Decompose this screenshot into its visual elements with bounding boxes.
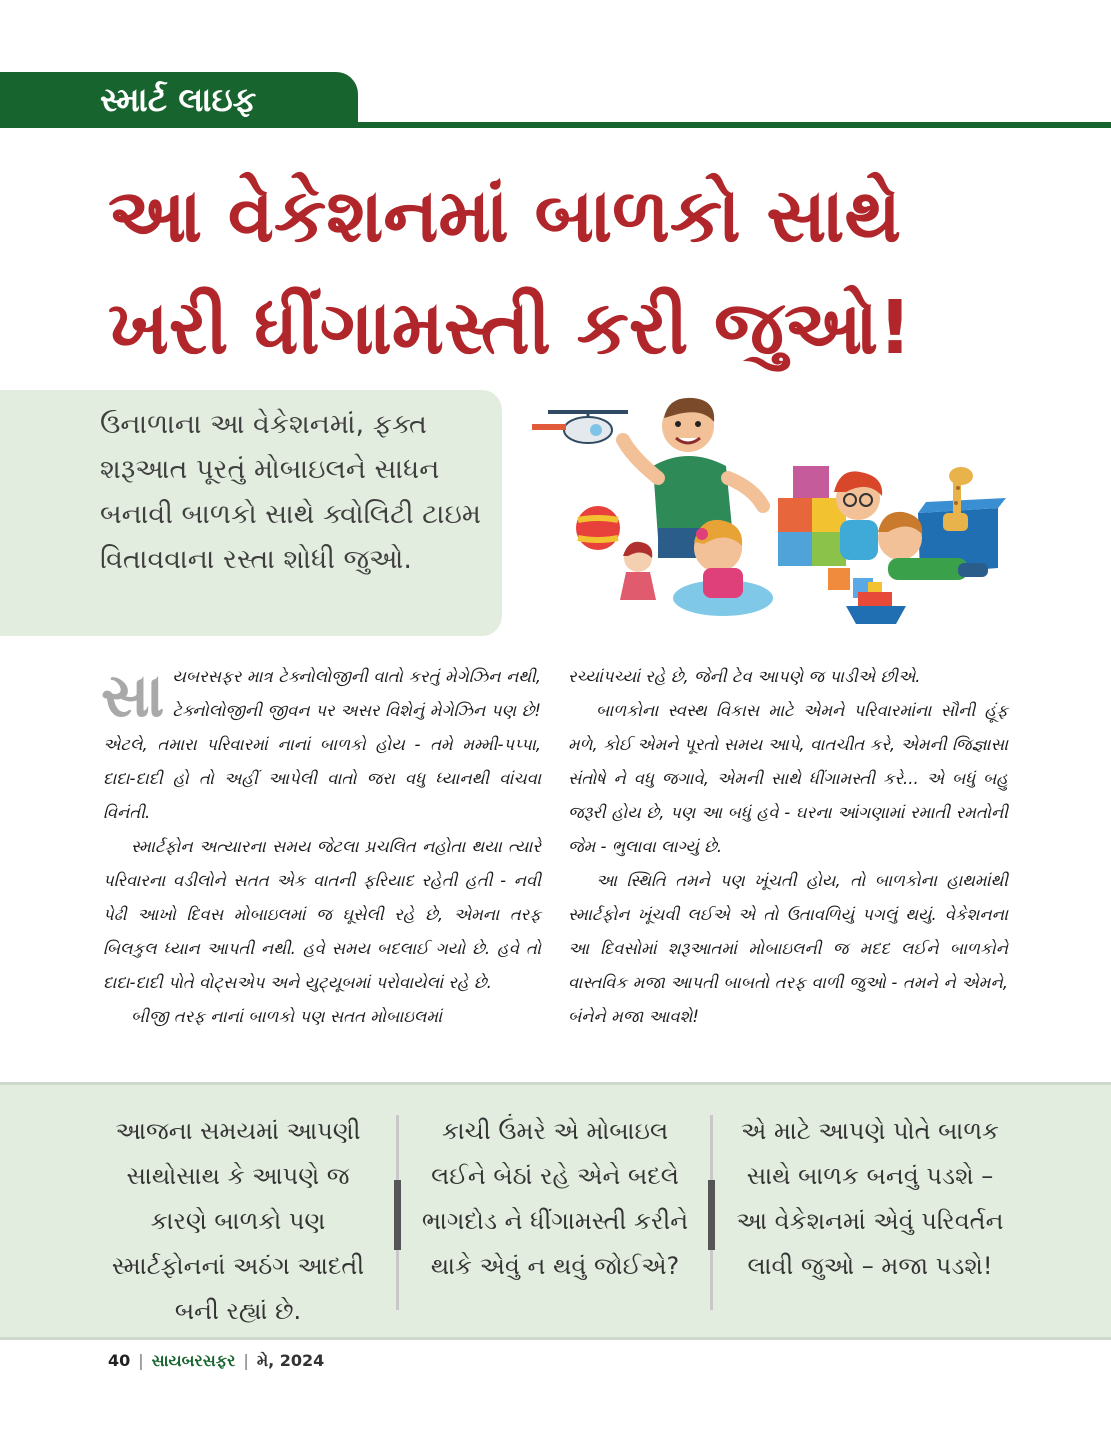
doll-icon [620, 542, 656, 600]
lead-box [0, 390, 502, 636]
pull-quote-3: એ માટે આપણે પોતે બાળક સાથે બાળક બનવું પડશે – આ વેકેશનમાં એવું પરિવર્તન લાવી જુઓ – મજા પડશે! [736, 1117, 1004, 1280]
quote-divider [710, 1115, 713, 1310]
quote-divider [396, 1115, 399, 1310]
article-paragraph: રચ્યાંપચ્યાં રહે છે, જેની ટેવ આપણે જ પાડીએ છીએ. [568, 667, 921, 686]
article-column-2 [568, 660, 1008, 1034]
article-paragraph: સ્માર્ટફોન અત્યારના સમય જેટલા પ્રચલિત નહોતા થયા ત્યારે પરિવારના વડીલોને સતત એક વાતની ફરિયાદ રહેતી હતી - નવી પેઢી આખો દિવસ મોબાઇલમાં જ ઘૂસેલી રહે છે, એમના તરફ બિલકુલ ધ્યાન આપતી નથી. હવે સમય બદલાઈ ગયો છે. હવે તો દાદા-દાદી પોતે વોટ્સએપ અને યુટ્યૂબમાં પરોવાયેલાં રહે છે. [103, 837, 541, 992]
article-paragraph: આ સ્થિતિ તમને પણ ખૂંચતી હોય, તો બાળકોના હાથમાંથી સ્માર્ટફોન ખૂંચવી લઈએ એ તો ઉતાવળિયું પગલું થયું. વેકેશનના આ દિવસોમાં શરૂઆતમાં મોબાઇલની જ મદદ લઈને બાળકોને વાસ્તવિક મજા આપતી બાબતો તરફ વાળી જુઓ - તમને ને એમને, બંનેને મજા આવશે! [568, 871, 1008, 1026]
issue-date: મે, 2024 [256, 1351, 325, 1370]
title-line-1: આ વેકેશનમાં બાળકો સાથે [108, 173, 902, 259]
magazine-name: સાયબરસફર [151, 1351, 236, 1370]
article-title [108, 160, 1068, 384]
ball-icon [576, 506, 620, 550]
article-paragraph: બીજી તરફ નાનાં બાળકો પણ સતત મોબાઇલમાં [131, 1007, 443, 1026]
footer-separator: | [138, 1351, 144, 1370]
article-paragraph: બાળકોના સ્વસ્થ વિકાસ માટે એમને પરિવારમાંના સૌની હૂંફ મળે, કોઈ એમને પૂરતો સમય આપે, વાતચીત કરે, એમની જિજ્ઞાસા સંતોષે ને વધુ જગાવે, એમની સાથે ધીંગામસ્તી કરે... એ બધું બહુ જરૂરી હોય છે, પણ આ બધું હવે - ઘરના આંગણામાં રમાતી રમતોની જેમ - ભુલાવા લાગ્યું છે. [568, 701, 1008, 856]
section-rule [0, 122, 1111, 128]
lead-text: ઉનાળાના આ વેકેશનમાં, ફક્ત શરૂઆત પૂરતું મોબાઇલને સાધન બનાવી બાળકો સાથે ક્વોલિટી ટાઇમ વિતાવવાના રસ્તા શોધી જુઓ. [100, 409, 481, 575]
helicopter-toy-icon [532, 412, 628, 443]
pull-quote-1: આજના સમયમાં આપણી સાથોસાથ કે આપણે જ કારણે બાળકો પણ સ્માર્ટફોનનાં અઠંગ આદતી બની રહ્યાં છે. [111, 1117, 365, 1325]
page-number: 40 [108, 1351, 131, 1370]
footer-separator: | [243, 1351, 249, 1370]
drop-cap: સા [101, 661, 165, 731]
title-line-2: ખરી ધીંગામસ્તી કરી જુઓ! [108, 285, 912, 371]
pull-quote-band [0, 1082, 1111, 1340]
family-play-illustration [528, 388, 1028, 628]
section-label: સ્માર્ટ લાઇફ [100, 80, 257, 119]
article-column-1 [103, 660, 541, 1034]
page-footer [108, 1351, 324, 1371]
pull-quote-2: કાચી ઉંમરે એ મોબાઇલ લઈને બેઠાં રહે એને બદલે ભાગદોડ ને ધીંગામસ્તી કરીને થાકે એવું ન થવું જોઈએ? [421, 1117, 689, 1280]
section-tab [0, 72, 358, 128]
article-paragraph: યબરસફર માત્ર ટેક્નોલોજીની વાતો કરતું મેગેઝિન નથી, ટેક્નોલોજીની જીવન પર અસર વિશેનું મેગેઝિન પણ છે! એટલે, તમારા પરિવારમાં નાનાં બાળકો હોય - તમે મમ્મી-પપ્પા, દાદા-દાદી હો તો અહીં આપેલી વાતો જરા વધુ ધ્યાનથી વાંચવા વિનંતી. [103, 667, 541, 822]
father-icon [623, 398, 763, 558]
